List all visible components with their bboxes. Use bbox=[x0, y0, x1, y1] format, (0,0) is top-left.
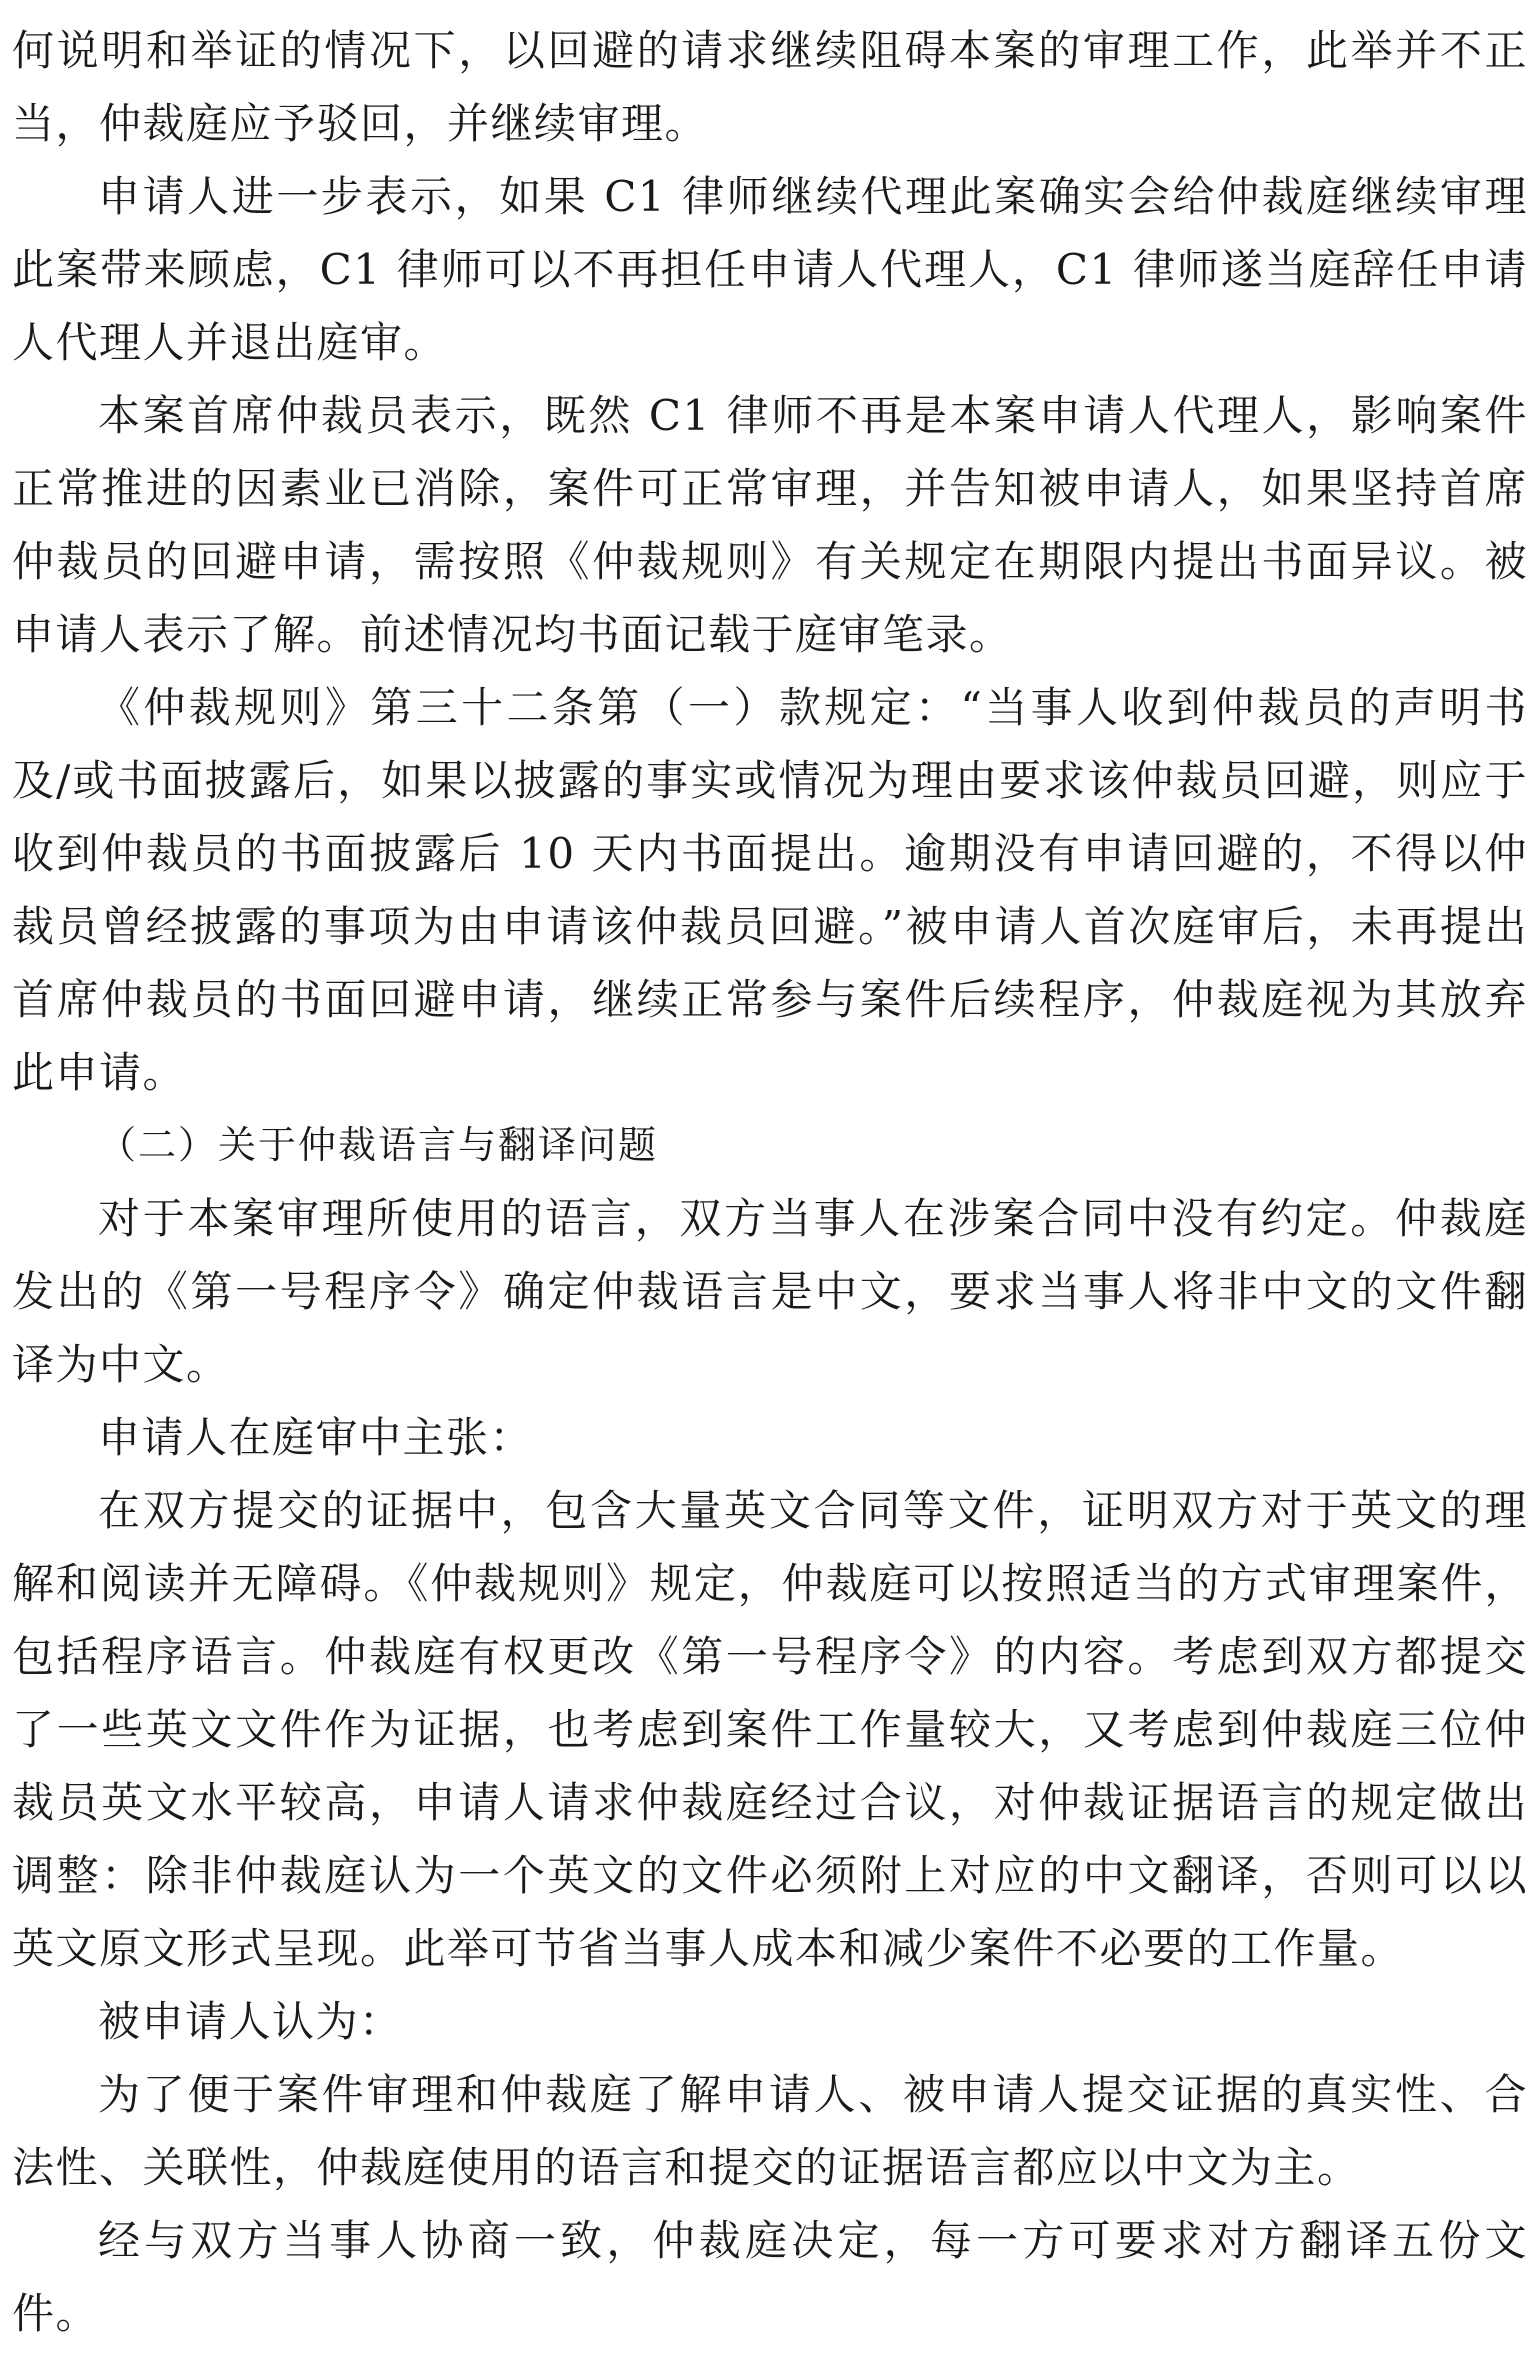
paragraph-respondent-view-intro: 被申请人认为： bbox=[98, 1997, 403, 2046]
section-heading-language-translation: （二）关于仲裁语言与翻译问题 bbox=[98, 1123, 659, 1167]
paragraph-respondent-view: 为了便于案件审理和仲裁庭了解申请人、被申请人提交证据的真实性、合法性、关联性，仲裁庭使用的语言和提交的证据语言都应以中文为主。 bbox=[12, 2070, 1528, 2192]
paragraph-applicant-claims: 在双方提交的证据中，包含大量英文合同等文件，证明双方对于英文的理解和阅读并无障碍。《仲裁规则》规定，仲裁庭可以按照适当的方式审理案件，包括程序语言。仲裁庭有权更改《第一号程序令》的内容。考虑到双方都提交了一些英文文件作为证据，也考虑到案件工作量较大，又考虑到仲裁庭三位仲裁员英文水平较高，申请人请求仲裁庭经过合议，对仲裁证据语言的规定做出调整：除非仲裁庭认为一个英文的文件必须附上对应的中文翻译，否则可以以英文原文形式呈现。此举可节省当事人成本和减少案件不必要的工作量。 bbox=[12, 1486, 1528, 1973]
paragraph-tribunal-decision: 经与双方当事人协商一致，仲裁庭决定，每一方可要求对方翻译五份文件。 bbox=[12, 2216, 1528, 2338]
paragraph-presiding-arbitrator-statement: 本案首席仲裁员表示，既然 C1 律师不再是本案申请人代理人，影响案件正常推进的因素业已消除，案件可正常审理，并告知被申请人，如果坚持首席仲裁员的回避申请，需按照《仲裁规则》有关规定在期限内提出书面异议。被申请人表示了解。前述情况均书面记载于庭审笔录。 bbox=[12, 391, 1528, 659]
paragraph-arbitration-rules-article: 《仲裁规则》第三十二条第（一）款规定：“当事人收到仲裁员的声明书及/或书面披露后，如果以披露的事实或情况为理由要求该仲裁员回避，则应于收到仲裁员的书面披露后 10 天内书面提出。逾期没有申请回避的，不得以仲裁员曾经披露的事项为由申请该仲裁员回避。”被申请人首次庭审后，未再提出首席仲裁员的书面回避申请，继续正常参与案件后续程序，仲裁庭视为其放弃此申请。 bbox=[12, 683, 1528, 1097]
paragraph-applicant-further-statement: 申请人进一步表示，如果 C1 律师继续代理此案确实会给仲裁庭继续审理此案带来顾虑，C1 律师可以不再担任申请人代理人，C1 律师遂当庭辞任申请人代理人并退出庭审。 bbox=[12, 172, 1528, 367]
document-page bbox=[12, 14, 1528, 2350]
paragraph-arbitration-language: 对于本案审理所使用的语言，双方当事人在涉案合同中没有约定。仲裁庭发出的《第一号程序令》确定仲裁语言是中文，要求当事人将非中文的文件翻译为中文。 bbox=[12, 1194, 1528, 1389]
paragraph-applicant-claims-intro: 申请人在庭审中主张： bbox=[98, 1413, 534, 1462]
paragraph-continuation: 何说明和举证的情况下，以回避的请求继续阻碍本案的审理工作，此举并不正当，仲裁庭应予驳回，并继续审理。 bbox=[12, 26, 1528, 148]
